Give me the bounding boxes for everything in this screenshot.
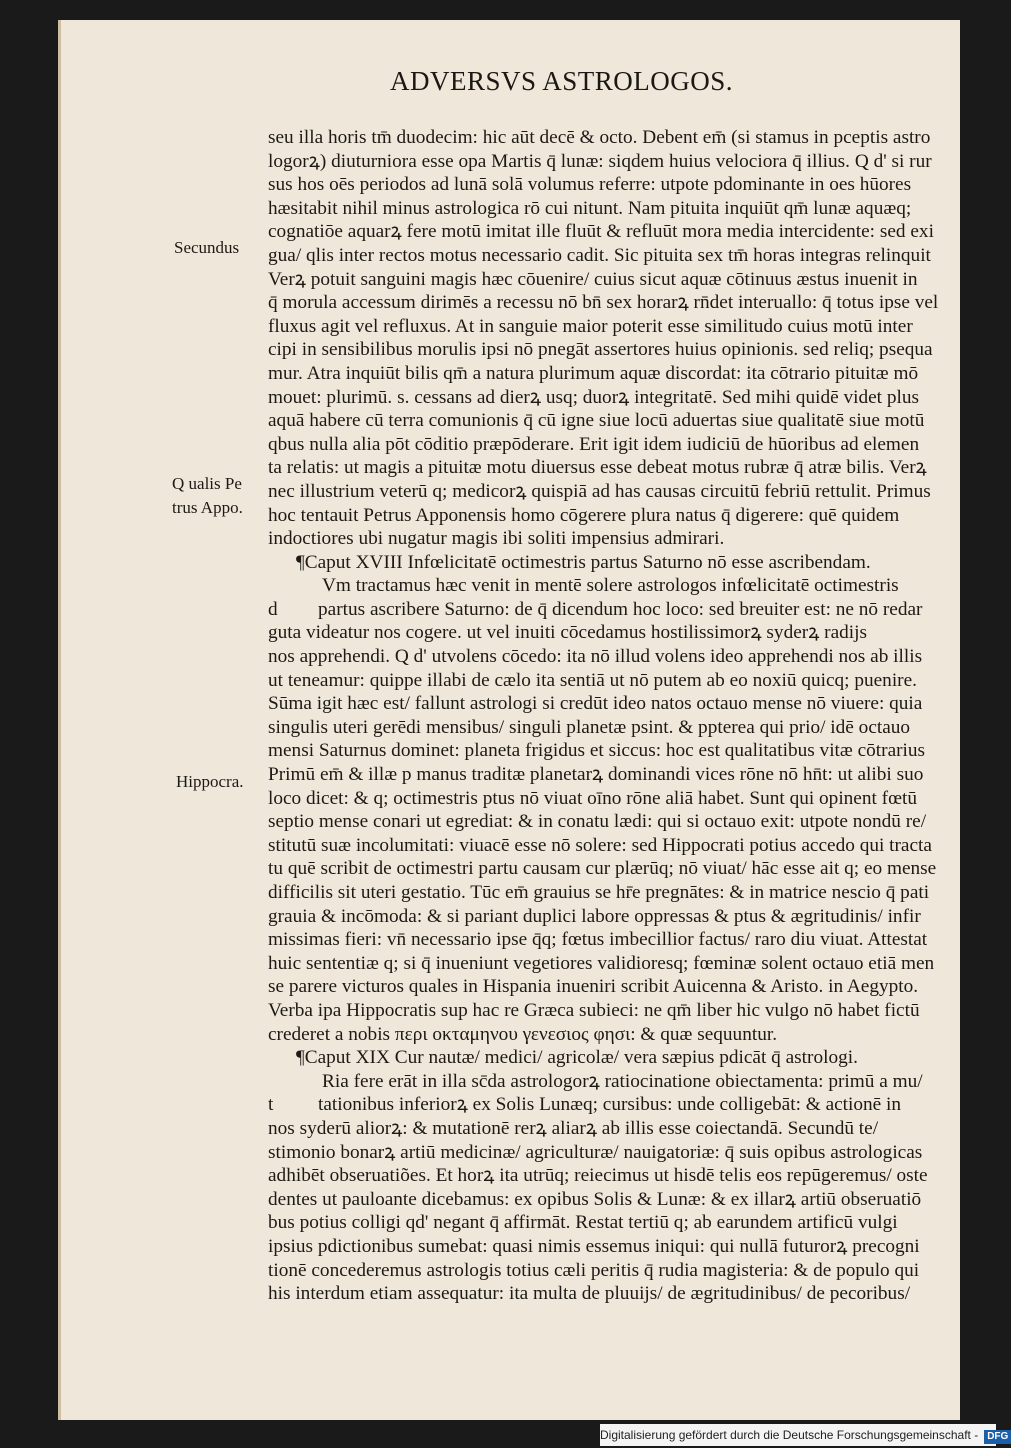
text-line: huic sententiæ q; si q̄ inueniunt vegetiores validioresq; fœminæ solent octauo etiā men [268, 952, 935, 974]
text-line: Ria fere erāt in illa sc̄da astrologorꝝ ratiocinatione obiectamenta: primū a mu/ [322, 1070, 923, 1092]
chapter-heading: ¶Caput XIX Cur nautæ/ medici/ agricolæ/ vera sæpius pdicāt q̄ astrologi. [296, 1047, 858, 1069]
drop-initial: t [268, 1094, 274, 1116]
text-line: stitutū suæ incolumitati: viuacē esse nō solere: sed Hippocrati potius accedo qui tracta [268, 834, 932, 856]
text-line: Vm tractamus hæc venit in mentē solere astrologos infœlicitatē octimestris [322, 575, 899, 597]
text-line: Verba ipa Hippocratis sup hac re Græca subieci: ne qm̄ liber hic vulgo nō habet fictū [268, 999, 920, 1021]
main-text [268, 126, 946, 1306]
text-line: hæsitabit nihil minus astrologica rō cui nitunt. Nam pituita inquiūt qm̄ lunæ aquæq; [268, 197, 912, 219]
text-line: logorꝝ) diuturniora esse opa Martis q̄ lunæ: siqdem huius velociora q̄ illius. Q d' si rur [268, 150, 932, 172]
dfg-logo-icon: DFG [984, 1430, 1011, 1444]
text-line: ipsius pdictionibus sumebat: quasi nimis essemus iniqui: qui nullā futurorꝝ precogni [268, 1235, 920, 1257]
text-line: sus hos oēs periodos ad lunā solā volumus referre: utpote pdominante in oes hūores [268, 174, 912, 196]
margin-note: Q ualis Pe [172, 474, 242, 493]
text-line: fluxus agit vel refluxus. At in sanguie maior poterit esse similitudo cuius motū inter [268, 315, 913, 337]
text-line: singulis uteri gerēdi mensibus/ singuli planetæ psint. & ppterea qui prio/ idē octauo [268, 716, 911, 738]
text-line: mensi Saturnus dominet: planeta frigidus et siccus: hoc est qualitatibus vitæ cōtrarius [268, 740, 926, 762]
text-line: adhibēt obseruatiões. Et horꝝ ita utrūq; reiecimus ut hisdē telis eos repūgeremus/ oste [268, 1165, 928, 1187]
running-title: ADVERSVS ASTROLOGOS. [390, 66, 734, 96]
text-line: ut teneamur: quippe illabi de cælo ita sentiā ut nō putem ab eo noxiū quicq; puenire. [268, 669, 917, 691]
text-line: stimonio bonarꝝ artiū medicinæ/ agriculturæ/ nauigatoriæ: q̄ suis opibus astrologicas [268, 1141, 923, 1163]
text-line: aquā habere cū terra comunionis q̄ cū igne siue locū aduertas siue qualitatē siue motū [268, 410, 925, 432]
text-line: cognatiōe aquarꝝ fere motū imitat ille fluūt & refluūt mora media intercidente: sed exi [268, 221, 934, 243]
text-line: q̄ morula accessum dirimēs a recessu nō bn̄ sex horarꝝ rn̄det interuallo: q̄ totus ipse vel [268, 292, 939, 314]
text-line: nec illustrium veterū q; medicorꝝ quispiā ad has causas circuitū febriū rettulit. Primus [268, 480, 931, 502]
text-line-with-initial [248, 598, 946, 622]
text-line: mouet: plurimū. s. cessans ad dierꝝ usq; duorꝝ integritatē. Sed mihi quidē videt plus [268, 386, 919, 408]
text-line: se parere victuros quales in Hispania inueniri scribit Auicenna & Aristo. in Aegypto. [268, 976, 919, 998]
text-line: cipi in sensibilibus morulis ipsi nō pnegāt assertores huius opinionis. sed reliq; psequa [268, 339, 933, 361]
text-line: grauia & incōmoda: & si pariant duplici labore oppressas & ptus & ægritudinis/ infir [268, 905, 921, 927]
text-line: gua/ qlis inter rectos motus necessario cadit. Sic pituita sex tm̄ horas integras relinquit [268, 244, 931, 266]
text-line: crederet a nobis περι οκταμηνου γενεσιος φησι: & quæ sequuntur. [268, 1023, 778, 1045]
text-line: Verꝝ potuit sanguini magis hæc cōuenire/ cuius sicut aquæ cōtinuus æstus inuenit in [268, 268, 918, 290]
text-line: tu quē scribit de octimestri partu causam cur plærūq; nō viuat/ hāc esse ait q; eo mense [268, 858, 937, 880]
text-line: ta relatis: ut magis a pituitæ motu diuersus esse debeat motus rubræ q̄ atræ bilis. Verꝝ [268, 457, 927, 479]
funding-footer [600, 1424, 1009, 1446]
margin-note: Secundus [174, 238, 240, 257]
text-line: missimas fieri: vn̄ necessario ipse q̄q; fœtus imbecillior factus/ raro diu viuat. Attestat [268, 929, 928, 951]
text-line: septio mense conari ut egrediat: & in conatu lædi: qui si octauo exit: utpote nondū re/ [268, 811, 927, 833]
text-line: Sūma igit hæc est/ fallunt astrologi si credūt ideo natos octauo mense nō viuere: quia [268, 693, 923, 715]
text-line: nos syderū aliorꝝ: & mutationē rerꝝ aliarꝝ ab illis esse coiectandā. Secundū te/ [268, 1117, 879, 1139]
footer-text: Digitalisierung gefördert durch die Deutsche Forschungsgemeinschaft - [600, 1428, 979, 1442]
text-line: tationibus inferiorꝝ ex Solis Lunæq; cursibus: unde colligebāt: & actionē in [318, 1094, 902, 1116]
text-line: partus ascribere Saturno: de q̄ dicendum hoc loco: sed breuiter est: ne nō redar [318, 598, 923, 620]
text-line: hoc tentauit Petrus Apponensis homo cōgerere plura natus q̄ digerere: quē quidem [268, 504, 900, 526]
text-line: guta videatur nos cogere. ut vel inuiti cōcedamus hostilissimorꝝ syderꝝ radijs [268, 622, 867, 644]
text-line: qbus nulla alia pōt cōditio præpōderare. Erit igit idem iudiciū de hūoribus ad elemen [268, 433, 920, 455]
text-line: loco dicet: & q; octimestris ptus nō viuat oīno rōne aliā habet. Sunt qui opinent fœtū [268, 787, 918, 809]
margin-note: Hippocra. [176, 772, 244, 791]
chapter-heading: ¶Caput XVIII Infœlicitatē octimestris partus Saturno nō esse ascribendam. [296, 551, 871, 573]
margin-note: trus Appo. [172, 498, 243, 517]
text-line: his interdum etiam assequatur: ita multa de pluuijs/ de ægritudinibus/ de pecoribus/ [268, 1283, 911, 1305]
text-line-with-initial [248, 1093, 946, 1117]
text-line: difficilis sit uteri gestatio. Tūc em̄ grauius se hr̄e pregnātes: & in matrice nescio q̄ pati [268, 882, 930, 903]
text-line: seu illa horis tm̄ duodecim: hic aūt decē & octo. Debent em̄ (si stamus in pceptis astro [268, 127, 931, 148]
text-line: mur. Atra inquiūt bilis qm̄ a natura plurimum aquæ discordat: ita cōtrario pituitæ mō [268, 362, 919, 384]
text-line: Primū em̄ & illæ p manus traditæ planetarꝝ dominandi vices rōne nō hn̄t: ut alibi suo [268, 764, 924, 786]
text-line: tionē concederemus astrologis totius cæli peritis q̄ rudia magisteria: & de populo qui [268, 1259, 920, 1281]
text-line: bus potius colligi qd' negant q̄ affirmāt. Restat tertiū q; ab earundem artificū vulgi [268, 1212, 898, 1234]
drop-initial: d [268, 598, 278, 620]
text-line: nos apprehendi. Q d' utvolens cōcedo: ita nō illud volens ideo apprehendi nos ab illis [268, 646, 923, 668]
text-line: indoctiores ubi nugatur magis ibi soliti impensius admirari. [268, 528, 725, 550]
text-line: dentes ut pauloante dicebamus: ex opibus Solis & Lunæ: & ex illarꝝ artiū obseruatiō [268, 1188, 922, 1210]
